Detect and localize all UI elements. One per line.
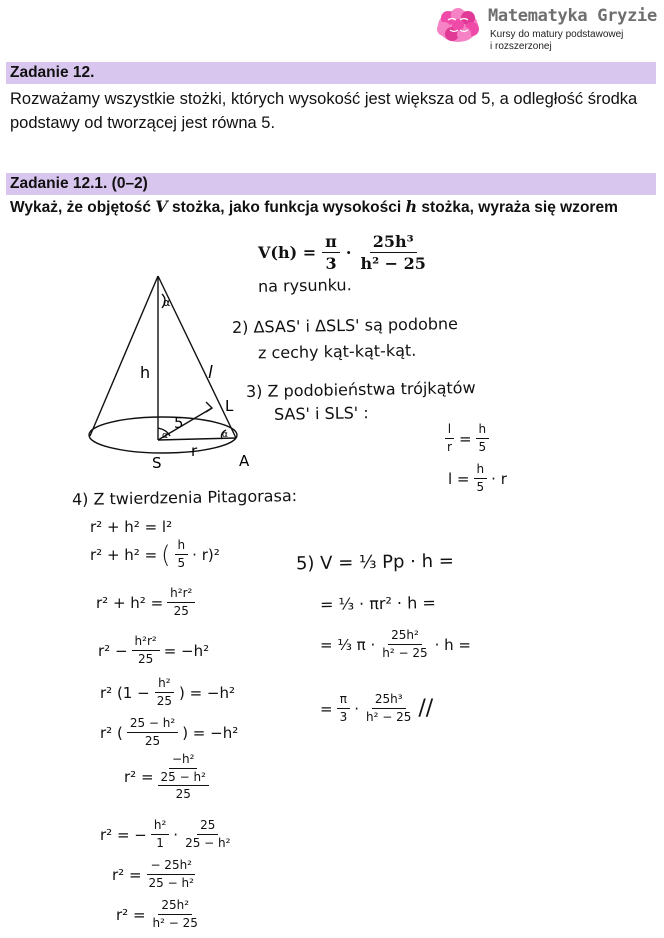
step4-line7	[124, 752, 209, 802]
step4-line8	[100, 818, 233, 851]
step4-line10-lhs: r² =	[116, 905, 146, 924]
step4-line4-num: h²r²	[132, 634, 160, 651]
step5-line3-tail: · h =	[434, 635, 471, 654]
step3-eq1-rhs-den: 5	[478, 440, 487, 454]
step4-line3-den: 25	[173, 604, 189, 618]
step4-line10-num: 25h²	[158, 898, 192, 915]
formula-frac2-num: 25h³	[370, 232, 417, 253]
label-h: h	[140, 363, 151, 382]
step3-eq2-num: h	[474, 462, 488, 479]
formula-frac1	[322, 232, 340, 273]
step4-line10-den: h² − 25	[152, 916, 198, 930]
step4-line6-tail: ) = −h²	[182, 723, 239, 742]
brand-tagline	[490, 29, 660, 53]
step3-line1: 3) Z podobieństwa trójkątów	[245, 377, 476, 402]
step4-line6	[100, 716, 238, 749]
step4-line4	[98, 634, 209, 667]
formula-lhs: V(h) =	[258, 242, 317, 262]
step5-line3-lhs: = ⅓ π ·	[320, 635, 376, 654]
step3-eq1-eq: =	[458, 429, 472, 448]
step5-line4-num1: π	[337, 692, 350, 709]
step2-line2: z cechy kąt-kąt-kąt.	[257, 340, 417, 363]
formula-frac1-num: π	[322, 232, 340, 253]
cone-diagram	[86, 270, 256, 476]
brand-name: Matematyka Gryzie	[488, 6, 657, 26]
step4-line10-frac	[150, 898, 201, 931]
instruction-part3: stożka, wyraża się wzorem	[417, 199, 618, 216]
formula-frac2-den: h² − 25	[360, 253, 426, 273]
var-h: h	[405, 197, 418, 216]
volume-formula	[258, 228, 429, 276]
brand-tagline-line1: Kursy do matury podstawowej	[490, 29, 624, 40]
step4-line10	[116, 898, 201, 931]
step5-line4-num2: 25h³	[372, 692, 406, 709]
step5-line4-den2: h² − 25	[366, 710, 412, 724]
step4-line7-frac	[158, 752, 209, 802]
step4-line3-frac	[167, 586, 195, 619]
label-alpha-s: α	[162, 431, 168, 441]
step4-line4-den: 25	[137, 652, 154, 666]
step5-line1: 5) V = ⅓ Pp · h =	[295, 550, 455, 575]
label-r: r	[191, 442, 198, 460]
step5-line4-den1: 3	[339, 710, 348, 724]
step4-line5-num: h²	[155, 676, 173, 693]
step4-line9-lhs: r² =	[112, 865, 142, 884]
step4-line6-frac	[127, 716, 178, 749]
step5-line4-frac1	[337, 692, 351, 725]
step3-eq1-rhs	[476, 422, 490, 455]
instruction-part1: Wykaż, że objętość	[10, 199, 156, 216]
step4-line2-paren: (	[161, 540, 171, 569]
cone-left-edge	[90, 276, 158, 436]
step4-line2-num: h	[175, 538, 189, 555]
instruction-part2: stożka, jako funkcja wysokości	[167, 199, 406, 216]
label-l: l	[208, 363, 213, 383]
step4-line5-frac	[154, 676, 175, 709]
step5-line4-dot: ·	[354, 699, 359, 718]
step4-line9-den: 25 − h²	[148, 876, 194, 890]
step3-eq2-lhs: l =	[448, 469, 470, 488]
step4-line2-tail: · r)²	[192, 545, 220, 564]
step4-line5-den: 25	[156, 694, 172, 708]
task-header: Zadanie 12.	[6, 62, 656, 84]
step4-line9	[112, 858, 197, 891]
step5-line4	[320, 692, 433, 725]
step3-eq1-lhs-den: r	[447, 440, 452, 454]
label-l-point: L	[225, 397, 234, 415]
step4-line3	[96, 586, 195, 619]
step4-line3-num: h²r²	[167, 586, 195, 603]
instruction	[10, 197, 660, 217]
step4-line8-frac2	[182, 818, 233, 851]
step4-line2-den: 5	[177, 556, 186, 570]
step5-line4-lhs: =	[320, 699, 333, 718]
var-v: V	[155, 197, 168, 216]
step4-line7-den-top: 25 − h²	[158, 769, 209, 786]
label-5: 5	[174, 414, 184, 432]
step4-line7-lhs: r² =	[124, 768, 154, 786]
label-a: A	[239, 452, 250, 470]
qed-mark: //	[418, 696, 434, 721]
formula-frac1-den: 3	[325, 253, 337, 273]
step4-line2	[90, 538, 220, 571]
formula-dot: ·	[345, 242, 352, 262]
step4-line1	[90, 518, 172, 536]
step3-eq2-den: 5	[476, 480, 485, 494]
formula-frac2	[357, 232, 428, 273]
subtask-header: Zadanie 12.1. (0–2)	[6, 173, 656, 195]
label-s: S	[152, 454, 162, 472]
label-alpha-a: α	[222, 430, 228, 440]
step5-line2: = ⅓ · πr² · h =	[319, 592, 436, 615]
step4-line3-lhs: r² + h² =	[96, 593, 164, 612]
step5-line4-frac2	[363, 692, 414, 725]
note-na-rysunku: na rysunku.	[257, 275, 352, 296]
step4-line4-lhs: r² −	[98, 641, 128, 660]
step3-eq2	[448, 462, 507, 495]
step3-eq1	[444, 422, 489, 455]
step4-line7-num: −h²	[169, 752, 197, 769]
step4-line9-num: − 25h²	[147, 858, 195, 875]
step4-line5	[100, 676, 235, 709]
step3-eq1-lhs-num: l	[445, 422, 454, 439]
step4-line4-frac	[132, 634, 160, 667]
step3-eq1-rhs-num: h	[476, 422, 490, 439]
step5-line3-num: 25h²	[388, 628, 422, 645]
step4-line8-lhs: r² = −	[100, 825, 147, 844]
step4-line6-lhs: r² (	[100, 723, 123, 742]
brand-tagline-line2: i rozszerzonej	[490, 41, 552, 52]
step4-line2-frac	[175, 538, 189, 571]
intro-text: Rozważamy wszystkie stożki, których wysokość jest większa od 5, a odległość środka podstawy od tworzącej jest równa 5.	[10, 90, 638, 132]
step4-line8-den2: 25 − h²	[185, 836, 231, 850]
brain-logo-icon	[434, 6, 482, 46]
step4-line8-frac1	[151, 818, 169, 851]
step4-line4-tail: = −h²	[163, 641, 210, 660]
step4-title: 4) Z twierdzenia Pitagorasa:	[71, 486, 298, 509]
step5-line3-den: h² − 25	[382, 646, 428, 660]
step4-line6-num: 25 − h²	[127, 716, 178, 733]
step4-line1-text: r² + h² = l²	[90, 518, 173, 536]
step3-line2: SAS' i SLS' :	[273, 403, 369, 424]
label-alpha-top: α	[163, 296, 171, 309]
step2-line1: 2) ΔSAS' i ΔSLS' są podobne	[231, 314, 459, 337]
step4-line8-num2: 25	[197, 818, 218, 835]
step3-eq2-frac	[474, 462, 488, 495]
step4-line5-tail: ) = −h²	[178, 683, 236, 702]
step4-line2-lhs: r² + h² =	[90, 545, 158, 564]
step5-line3	[320, 628, 471, 661]
step3-eq1-lhs	[444, 422, 455, 455]
step4-line9-frac	[146, 858, 197, 891]
step4-line8-num1: h²	[151, 818, 169, 835]
step4-line5-lhs: r² (1 −	[100, 683, 150, 702]
step4-line6-den: 25	[144, 734, 161, 748]
step4-line8-den1: 1	[156, 836, 164, 850]
step5-line3-frac	[379, 628, 430, 661]
step4-line7-den-bottom: 25	[175, 787, 191, 801]
step3-eq2-tail: · r	[491, 469, 507, 488]
brand-header	[434, 4, 660, 56]
step4-line8-dot: ·	[173, 825, 179, 844]
